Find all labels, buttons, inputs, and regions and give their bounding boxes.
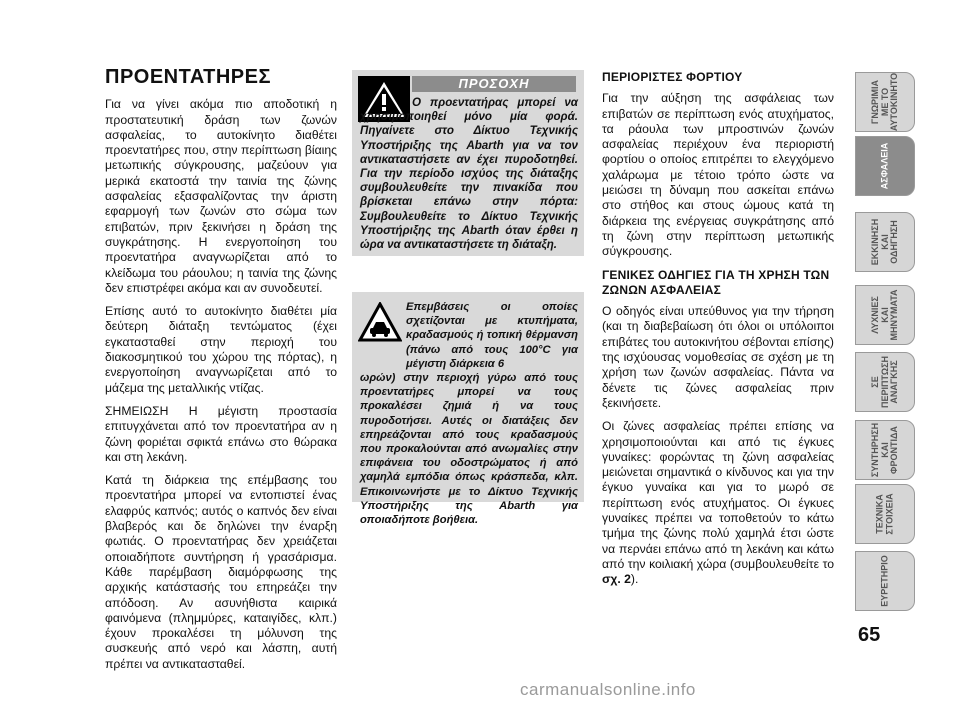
left-column (105, 66, 337, 680)
tab-label: ΓΝΩΡΙΜΙΑ ΜΕ ΤΟ ΑΥΤΟΚΙΝΗΤΟ (869, 72, 899, 132)
warning-text: Ο προεντατήρας μπορεί να χρησιμοποιηθεί μόνο μία φορά. Πηγαίνετε στο Δίκτυο Τεχνικής Υποστήριξης της Abarth για να τον αντικαταστήσετε αν έχει πυροδοτηθεί. Για την περίοδο ισχύος της διάταξης συμβουλευθείτε την πινακίδα που βρίσκεται επάνω στην πόρτα: Συμβουλευθείτε το Δίκτυο Τεχνικής Υποστήριξης της Abarth όταν έρθει η ώρα να αντικαταστήσετε τη διάταξη. (360, 96, 578, 252)
paragraph-text: Οι ζώνες ασφαλείας πρέπει επίσης να χρησιμοποιούνται και από τις έγκυες γυναίκες: φορώντας τη ζώνη ασφαλείας μειώνεται σημαντικά ο κίνδυνος και για την έγκυο γυναίκα και για το μωρό σε περίπτωση ενός ατυχήματος. Οι έγκυες γυναίκες πρέπει να τοποθετούν το κάτω τμήμα της ζώνης πολύ χαμηλά έτσι ώστε να περνάει επάνω από τη λεκάνη και κάτω από την κοιλιακή χώρα (συμβουλευθείτε το (602, 419, 834, 571)
paragraph-end: ). (630, 572, 639, 587)
paragraph: Επίσης αυτό το αυτοκίνητο διαθέτει μία δεύτερη διάταξη τεντώματος (έχει εγκατασταθεί στην περιοχή του διακοσμητικού του χώρου της πόρτας), η ενεργοποίηση αναγνωρίζεται από το μάζεμα της μεταλλικής ντίζας. (105, 304, 337, 395)
tab-index[interactable] (855, 551, 915, 611)
tab-label: ΑΣΦΑΛΕΙΑ (879, 142, 890, 190)
tab-maintenance[interactable] (855, 420, 915, 480)
tab-lights-messages[interactable] (855, 285, 915, 345)
right-column (602, 70, 834, 596)
warning-banner: ΠΡΟΣΟΧΗ (412, 76, 576, 92)
tab-getting-to-know[interactable] (855, 72, 915, 132)
paragraph: Για την αύξηση της ασφάλειας των επιβατών σε περίπτωση ενός ατυχήματος, τα ράουλα των μπροστινών ζωνών ασφαλείας περιέχουν ένα περιοριστή φορτίου ο οποίος επιτρέπει το ελεγχόμενο χαλάρωμα με τέτοιο τρόπο ώστε να μειώσει τη δύναμη που ασκείται επάνω στο στήθος και στους ώμους κατά τη διάρκεια της ενέργειας συγκράτησης από τη ζώνη στην περίπτωση μετωπικής σύγκρουσης. (602, 91, 834, 259)
page-title: ΠΡΟΕΝΤΑΤΗΡΕΣ (105, 66, 271, 88)
caution-box (352, 292, 584, 527)
caution-text-rest: ωρών) στην περιοχή γύρω από τους προεντατήρες μπορεί να τους προκαλέσει ζημιά ή να τους πυροδοτήσει. Αυτές οι διατάξεις δεν επηρεάζονται από τους κραδασμούς που προκαλούνται από ανωμαλίες στην επιφάνεια του οδοστρώματος ή από χαμηλά εμπόδια όπως κράσπεδα, κλπ. Επικοινωνήστε με το Δίκτυο Τεχνικής Υποστήριξης της Abarth για οποιαδήποτε βοήθεια. (360, 372, 578, 527)
caution-text (360, 300, 578, 527)
watermark: carmanualsonline.info (520, 680, 696, 699)
tab-safety[interactable] (855, 136, 915, 196)
tab-starting-driving[interactable] (855, 212, 915, 272)
tab-label: ΣΕ ΠΕΡΙΠΤΩΣΗ ΑΝΑΓΚΗΣ (869, 356, 899, 408)
tab-emergency[interactable] (855, 352, 915, 412)
note-paragraph: ΣΗΜΕΙΩΣΗ Η μέγιστη προστασία επιτυγχάνεται από τον προεντατήρα αν η ζώνη φοριέται σφικτά επάνω στο θώρακα και στη λεκάνη. (105, 403, 337, 464)
paragraph: Ο οδηγός είναι υπεύθυνος για την τήρηση (και τη διαβεβαίωση ότι όλοι οι υπόλοιποι επιβάτες του αυτοκινήτου σέβονται επίσης) της ισχύουσας νομοθεσίας σε σχέση με τη χρήση των ζωνών ασφαλείας. Πάντα να δένετε τις ζώνες ασφαλείας πριν ξεκινήσετε. (602, 304, 834, 410)
caution-text-first: Επεμβάσεις οι οποίες σχετίζονται με κτυπήματα, κραδασμούς ή τοπική θέρμανση (πάνω από τους 100°C για μέγιστη διάρκεια 6 (406, 301, 578, 370)
paragraph: Για να γίνει ακόμα πιο αποδοτική η προστατευτική δράση των ζωνών ασφαλείας, το αυτοκίνητο διαθέτει προεντατήρες που, στην περίπτωση βίαιης μετωπικής σύγκρουσης, μαζεύουν για μερικά εκατοστά την ταινία της ζώνης ασφαλείας εξασφαλίζοντας την άριστη εφαρμογή των ζωνών στο σώμα των επιβατών, πριν ξεκινήσει η δράση της συγκράτησης. Η ενεργοποίηση του προεντατήρα αναγνωρίζεται από το κλείδωμα του ράουλου; η ταινία της ζώνης δεν επιστρέφει ακόμα και αν συνοδευτεί. (105, 97, 337, 295)
tab-label: ΕΚΚΙΝΗΣΗ ΚΑΙ ΟΔΗΓΗΣΗ (869, 218, 899, 266)
tab-label: ΕΥΡΕΤΗΡΙΟ (879, 555, 890, 607)
paragraph (602, 419, 834, 587)
section-heading-load-limiters: ΠΕΡΙΟΡΙΣΤΕΣ ΦΟΡΤΙΟΥ (602, 70, 743, 84)
figure-reference: σχ. 2 (602, 572, 631, 587)
tab-label: ΛΥΧΝΙΕΣ ΚΑΙ ΜΗΝΥΜΑΤΑ (869, 289, 899, 341)
tab-label: ΤΕΧΝΙΚΑ ΣΤΟΙΧΕΙΑ (874, 493, 894, 535)
section-heading-general-instructions: ΓΕΝΙΚΕΣ ΟΔΗΓΙΕΣ ΓΙΑ ΤΗ ΧΡΗΣΗ ΤΩΝ ΖΩΝΩΝ ΑΣΦΑΛΕΙΑΣ (602, 267, 830, 297)
page-number: 65 (858, 624, 881, 646)
tab-technical-data[interactable] (855, 484, 915, 544)
paragraph: Κατά τη διάρκεια της επέμβασης του προεντατήρα μπορεί να εντοπιστεί ένας ελαφρύς καπνός; αυτός ο καπνός δεν είναι βλαβερός και δε δηλώνει την έναρξη φωτιάς. Ο προεντατήρας δεν χρειάζεται οποιαδήποτε συντήρηση ή γρασάρισμα. Κάθε παρέμβαση διαμόρφωσης της αρχικής κατάστασής του επηρεάζει την απόδοση. Αν ασυνήθιστα καιρικά φαινόμενα (πλημμύρες, καταιγίδες, κλπ.) έχουν προκαλέσει τη μόλυνση της συσκευής από νερό και λάσπη, αυτή πρέπει να αντικατασταθεί. (105, 473, 337, 671)
tab-label: ΣΥΝΤΗΡΗΣΗ ΚΑΙ ΦΡΟΝΤΙΔΑ (869, 422, 899, 478)
warning-box (352, 70, 584, 256)
